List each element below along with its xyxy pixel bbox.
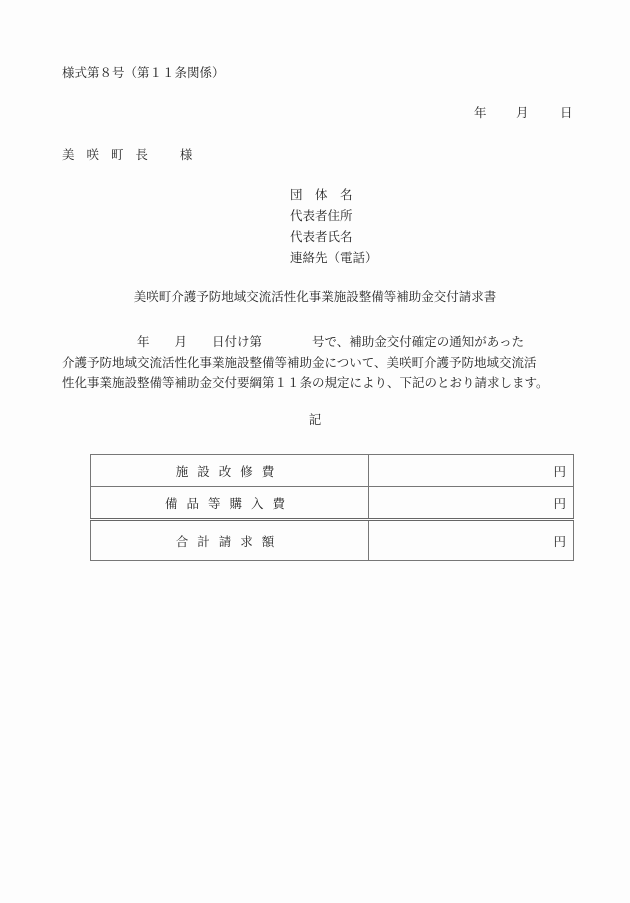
applicant-org-name: 団 体 名 bbox=[290, 187, 353, 202]
amounts-table bbox=[90, 454, 574, 561]
addressee-honorific: 様 bbox=[179, 147, 197, 162]
addressee bbox=[62, 149, 196, 162]
amount-field-facility-renovation[interactable]: 円 bbox=[369, 455, 574, 487]
date-line bbox=[474, 107, 573, 120]
body-line-3: 性化事業施設整備等補助金交付要綱第１１条の規定により、下記のとおり請求します。 bbox=[62, 375, 549, 390]
row-label-equipment-purchase: 備品等購入費 bbox=[91, 487, 369, 520]
ki-heading: 記 bbox=[308, 412, 322, 427]
body-line-2: 介護予防地域交流活性化事業施設整備等補助金について、美咲町介護予防地域交流活 bbox=[62, 354, 537, 370]
applicant-contact-phone: 連絡先（電話） bbox=[290, 250, 378, 265]
date-year: 年 bbox=[474, 105, 487, 120]
form-number: 様式第８号（第１１条関係） bbox=[62, 65, 225, 80]
table-row bbox=[91, 520, 574, 561]
body-line-1: 年 月 日付け第 号で、補助金交付確定の通知があった bbox=[62, 334, 525, 349]
applicant-fields bbox=[290, 189, 378, 273]
applicant-rep-name: 代表者氏名 bbox=[290, 229, 353, 244]
table-row bbox=[91, 487, 574, 520]
table-row bbox=[91, 455, 574, 487]
addressee-name: 美 咲 町 長 bbox=[62, 147, 152, 162]
body-text bbox=[62, 332, 549, 394]
row-label-total-claim: 合計請求額 bbox=[91, 520, 369, 561]
amount-field-equipment-purchase[interactable]: 円 bbox=[369, 487, 574, 520]
row-label-facility-renovation: 施設改修費 bbox=[91, 455, 369, 487]
date-month: 月 bbox=[516, 105, 529, 120]
applicant-rep-address: 代表者住所 bbox=[290, 208, 353, 223]
document-title: 美咲町介護予防地域交流活性化事業施設整備等補助金交付請求書 bbox=[133, 289, 497, 304]
date-day: 日 bbox=[560, 105, 573, 120]
amount-field-total-claim[interactable]: 円 bbox=[369, 520, 574, 561]
